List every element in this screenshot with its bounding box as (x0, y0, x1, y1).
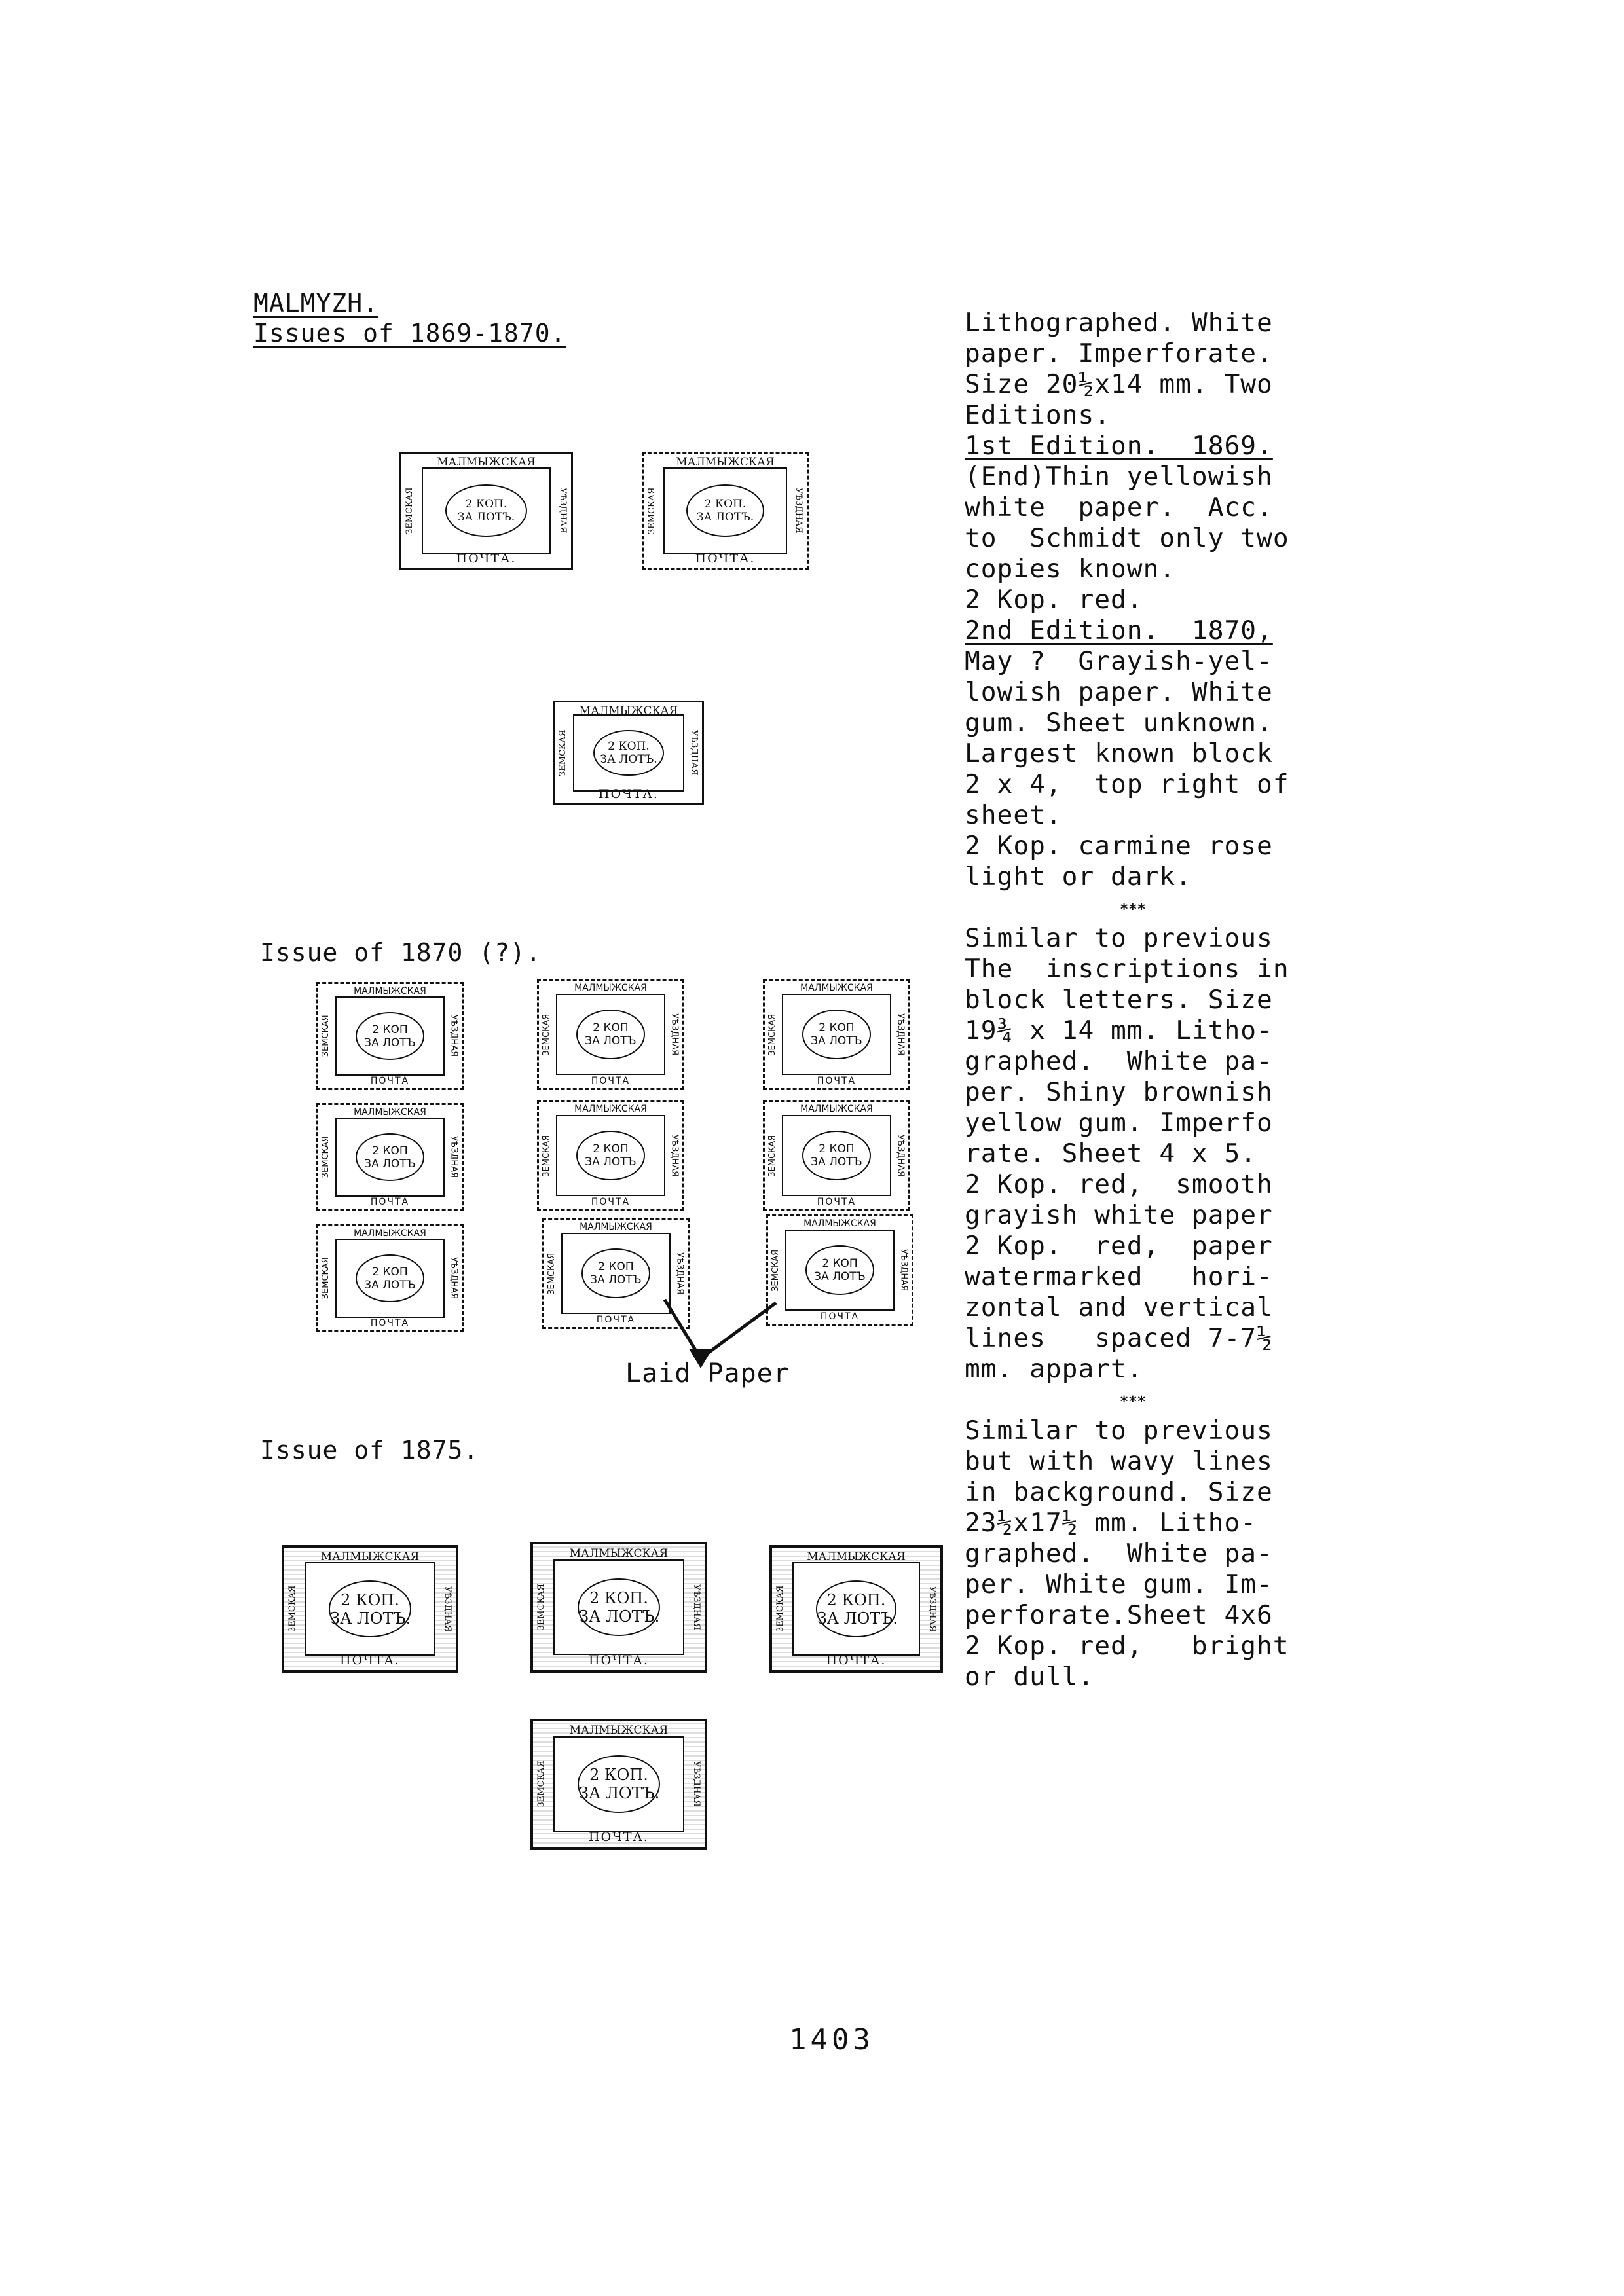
text-line: Similar to previous (965, 923, 1273, 953)
text-line: yellow gum. Imperfo (965, 1108, 1273, 1138)
stamp-value: 2 КОП (819, 1142, 855, 1156)
stamp-right-text: УѢЗДНАЯ (898, 1248, 909, 1292)
text-line: Editions. (965, 400, 1111, 430)
stamp-value: 2 КОП (593, 1142, 629, 1156)
edition-heading-1: 1st Edition. 1869. (965, 431, 1273, 461)
section-heading-1870: Issue of 1870 (?). (260, 938, 542, 967)
text-line: 2 Kop. carmine rose (965, 831, 1273, 861)
text-line: (End)Thin yellowish (965, 462, 1273, 492)
text-line: per. Shiny brownish (965, 1077, 1273, 1107)
stamp-note: ЗА ЛОТЪ (811, 1156, 862, 1169)
stamp-top-text: МАЛМЫЖСКАЯ (579, 704, 678, 718)
text-line: graphed. White pa- (965, 1046, 1273, 1076)
text-line: The inscriptions in (965, 954, 1289, 984)
text-line: but with wavy lines (965, 1446, 1273, 1476)
stamp-top-text: МАЛМЫЖСКАЯ (580, 1222, 652, 1233)
stamp-left-text: ЗЕМСКАЯ (767, 1135, 778, 1176)
stamp-right-text: УѢЗДНАЯ (449, 1015, 459, 1057)
text-line: 2 Kop. red, bright (965, 1631, 1289, 1661)
stamp-top-text: МАЛМЫЖСКАЯ (354, 1228, 426, 1239)
text-line: mm. appart. (965, 1354, 1143, 1384)
stamp-left-text: ЗЕМСКАЯ (542, 1013, 552, 1055)
stamp-bottom-text: ПОЧТА (817, 1196, 857, 1207)
stamp-note: ЗА ЛОТЪ (814, 1270, 866, 1283)
stamp-oval (816, 1580, 896, 1637)
stamp-left-text: ЗЕМСКАЯ (287, 1585, 298, 1633)
text-line: Similar to previous (965, 1415, 1273, 1446)
text-line: to Schmidt only two (965, 523, 1289, 553)
stamp-right-text: УѢЗДНАЯ (794, 488, 804, 534)
stamp-right-text: УѢЗДНАЯ (691, 1584, 701, 1630)
stamp-note: ЗА ЛОТЪ. (817, 1609, 898, 1628)
stamp-top-text: МАЛМЫЖСКАЯ (320, 1550, 420, 1563)
stamp-right-text: УѢЗДНАЯ (689, 730, 699, 776)
stamp-bottom-text: ПОЧТА (596, 1314, 636, 1325)
text-line: watermarked hori- (965, 1262, 1273, 1292)
stamp-top-text: МАЛМЫЖСКАЯ (569, 1723, 669, 1737)
stamp-top-text: МАЛМЫЖСКАЯ (569, 1546, 669, 1560)
stamp-note: ЗА ЛОТЪ (585, 1034, 637, 1048)
stamp-left-text: ЗЕМСКАЯ (646, 487, 657, 534)
stamp-bottom-text: ПОЧТА. (456, 551, 517, 566)
text-line: in background. Size (965, 1477, 1273, 1507)
stamp-left-text: ЗЕМСКАЯ (321, 1257, 331, 1300)
stamp-left-text: ЗЕМСКАЯ (536, 1584, 547, 1631)
stamp-value: 2 КОП. (589, 1766, 648, 1784)
stamp-note: ЗА ЛОТЪ. (696, 511, 754, 524)
laid-paper-label: Laid Paper (625, 1358, 790, 1389)
stamp-note: ЗА ЛОТЪ. (579, 1784, 660, 1802)
stamp-top-text: МАЛМЫЖСКАЯ (800, 1104, 873, 1115)
stamp-top-text: МАЛМЫЖСКАЯ (807, 1550, 906, 1563)
stamp-right-text: УѢЗДНАЯ (669, 1013, 680, 1056)
text-line: copies known. (965, 554, 1176, 584)
stamp-1875-3 (769, 1545, 943, 1673)
text-line: sheet. (965, 800, 1062, 830)
text-line: 2 x 4, top right of (965, 769, 1289, 799)
stamp-note: ЗА ЛОТЪ (585, 1156, 637, 1169)
stamp-note: ЗА ЛОТЪ (811, 1034, 862, 1048)
stamp-top-text: МАЛМЫЖСКАЯ (437, 456, 536, 469)
stamp-1875-4 (530, 1719, 707, 1850)
stamp-bottom-text: ПОЧТА. (599, 786, 659, 801)
stamp-value: 2 КОП. (826, 1590, 886, 1609)
text-line: 2 Kop. red, smooth (965, 1169, 1273, 1199)
stamp-left-text: ЗЕМСКАЯ (558, 729, 568, 776)
section-heading-1869-1870: Issues of 1869-1870. (253, 319, 566, 348)
text-line: Largest known block (965, 738, 1273, 769)
stamp-1875-2 (530, 1542, 707, 1673)
stamp-value: 2 КОП. (608, 740, 650, 753)
text-line: zontal and vertical (965, 1292, 1273, 1322)
separator-stars: *** (1120, 1394, 1146, 1410)
stamp-value: 2 КОП. (465, 498, 507, 511)
stamp-left-text: ЗЕМСКАЯ (405, 487, 415, 534)
text-line: Lithographed. White (965, 308, 1273, 338)
text-line: 19¾ x 14 mm. Litho- (965, 1015, 1273, 1046)
stamp-bottom-text: ПОЧТА (591, 1196, 631, 1207)
text-line: rate. Sheet 4 x 5. (965, 1139, 1257, 1169)
stamp-note: ЗА ЛОТЪ. (600, 753, 657, 766)
stamp-right-text: УѢЗДНАЯ (895, 1013, 906, 1056)
text-line: light or dark. (965, 862, 1192, 892)
text-line: per. White gum. Im- (965, 1569, 1273, 1599)
stamp-note: ЗА ЛОТЪ (364, 1278, 416, 1292)
stamp-value: 2 КОП (372, 1144, 408, 1157)
text-line: or dull. (965, 1662, 1095, 1692)
text-line: 2 Kop. red, paper (965, 1231, 1273, 1261)
stamp-right-text: УѢЗДНАЯ (449, 1136, 459, 1178)
stamp-left-text: ЗЕМСКАЯ (536, 1760, 547, 1808)
stamp-oval (578, 1755, 660, 1813)
stamp-left-text: ЗЕМСКАЯ (321, 1015, 331, 1057)
stamp-oval (329, 1580, 411, 1637)
stamp-bottom-text: ПОЧТА. (695, 551, 756, 566)
text-line: lines spaced 7-7½ (965, 1323, 1273, 1353)
stamp-value: 2 КОП. (704, 498, 747, 511)
stamp-top-text: МАЛМЫЖСКАЯ (354, 986, 426, 997)
stamp-top-text: МАЛМЫЖСКАЯ (574, 1104, 647, 1115)
stamp-note: ЗА ЛОТЪ. (330, 1609, 411, 1628)
stamp-bottom-text: ПОЧТА. (826, 1653, 887, 1668)
stamp-value: 2 КОП (372, 1265, 408, 1279)
text-line: graphed. White pa- (965, 1539, 1273, 1569)
stamp-top-text: МАЛМЫЖСКАЯ (574, 983, 647, 994)
text-line: block letters. Size (965, 985, 1273, 1015)
stamp-value: 2 КОП (822, 1257, 858, 1270)
stamp-1875-1 (282, 1545, 458, 1673)
stamp-bottom-text: ПОЧТА. (340, 1653, 400, 1668)
stamp-note: ЗА ЛОТЪ. (457, 511, 515, 524)
stamp-left-text: ЗЕМСКАЯ (775, 1585, 786, 1633)
text-line: Size 20½x14 mm. Two (965, 369, 1273, 399)
stamp-value: 2 КОП (593, 1021, 629, 1034)
stamp-top-text: МАЛМЫЖСКАЯ (803, 1218, 876, 1230)
text-line: gum. Sheet unknown. (965, 708, 1273, 738)
stamp-bottom-text: ПОЧТА (817, 1075, 857, 1086)
text-line: grayish white paper (965, 1200, 1273, 1230)
text-line: lowish paper. White (965, 677, 1273, 707)
edition-heading-2: 2nd Edition. 1870, (965, 615, 1273, 646)
text-line: perforate.Sheet 4x6 (965, 1600, 1273, 1630)
stamp-value: 2 КОП. (589, 1589, 648, 1607)
stamp-bottom-text: ПОЧТА (370, 1075, 410, 1086)
separator-stars: *** (1120, 902, 1146, 918)
stamp-right-text: УѢЗДНАЯ (442, 1586, 452, 1632)
stamp-bottom-text: ПОЧТА (370, 1196, 410, 1207)
stamp-left-text: ЗЕМСКАЯ (771, 1249, 781, 1291)
stamp-top-text: МАЛМЫЖСКАЯ (676, 456, 775, 469)
stamp-bottom-text: ПОЧТА. (589, 1830, 649, 1845)
stamp-value: 2 КОП (819, 1021, 855, 1034)
stamp-bottom-text: ПОЧТА (591, 1075, 631, 1086)
section-heading-1875: Issue of 1875. (260, 1436, 479, 1465)
stamp-note: ЗА ЛОТЪ (364, 1036, 416, 1049)
stamp-note: ЗА ЛОТЪ (590, 1273, 642, 1286)
stamp-oval (578, 1578, 660, 1636)
page-title: MALMYZH. (253, 289, 379, 318)
stamp-value: 2 КОП. (341, 1590, 399, 1609)
stamp-left-text: ЗЕМСКАЯ (321, 1136, 331, 1178)
text-line: white paper. Acc. (965, 492, 1273, 522)
text-line: May ? Grayish-yel- (965, 646, 1273, 676)
stamp-bottom-text: ПОЧТА (370, 1317, 410, 1328)
stamp-right-text: УѢЗДНАЯ (691, 1761, 701, 1807)
page-number: 1403 (789, 2023, 874, 2056)
stamp-bottom-text: ПОЧТА (820, 1311, 860, 1322)
stamp-left-text: ЗЕМСКАЯ (767, 1013, 778, 1055)
stamp-right-text: УѢЗДНАЯ (449, 1257, 459, 1300)
stamp-top-text: МАЛМЫЖСКАЯ (800, 983, 873, 994)
stamp-left-text: ЗЕМСКАЯ (547, 1252, 557, 1294)
stamp-value: 2 КОП (372, 1023, 408, 1036)
stamp-right-text: УѢЗДНАЯ (674, 1252, 685, 1295)
stamp-value: 2 КОП (598, 1260, 634, 1273)
stamp-top-text: МАЛМЫЖСКАЯ (354, 1107, 426, 1118)
pointer-line (665, 1300, 776, 1358)
stamp-note: ЗА ЛОТЪ. (579, 1607, 660, 1626)
stamp-right-text: УѢЗДНАЯ (669, 1134, 680, 1177)
text-line: paper. Imperforate. (965, 338, 1273, 369)
text-line: 23½x17½ mm. Litho- (965, 1508, 1257, 1538)
stamp-right-text: УѢЗДНАЯ (927, 1586, 937, 1632)
stamp-note: ЗА ЛОТЪ (364, 1157, 416, 1171)
stamp-bottom-text: ПОЧТА. (589, 1653, 649, 1668)
stamp-right-text: УѢЗДНАЯ (895, 1134, 906, 1177)
text-line: 2 Kop. red. (965, 585, 1143, 615)
stamp-right-text: УѢЗДНАЯ (557, 488, 568, 534)
stamp-left-text: ЗЕМСКАЯ (542, 1135, 552, 1176)
